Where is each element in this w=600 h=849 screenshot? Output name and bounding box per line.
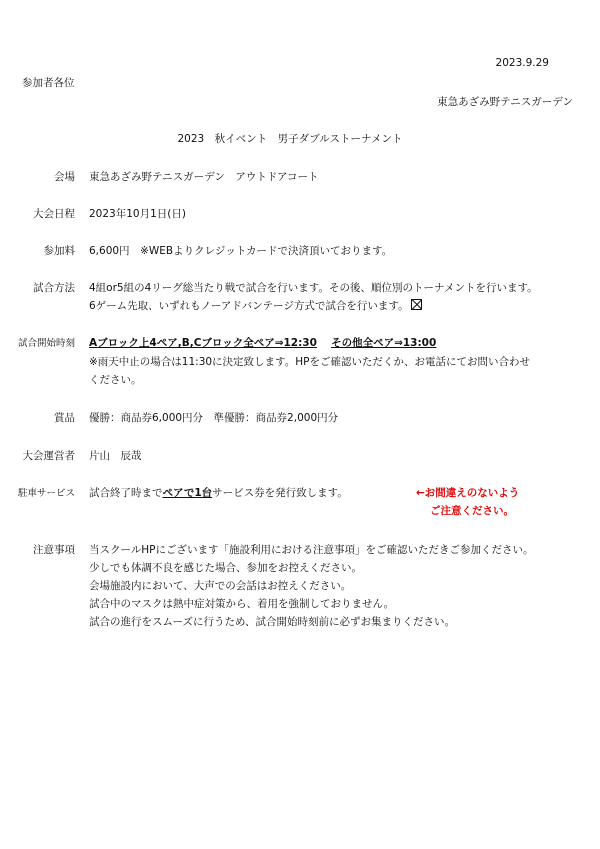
schedule-value: 2023年10月1日(日) bbox=[89, 208, 186, 220]
parking-warning-line-1: ←お間違えのないよう bbox=[416, 487, 520, 499]
organizer-value: 片山 辰哉 bbox=[89, 450, 142, 462]
parking-label: 駐車サービス bbox=[17, 488, 75, 499]
start-time-part-2: その他全ペア⇒13:00 bbox=[331, 337, 437, 349]
rain-note-line-2: ください。 bbox=[89, 374, 142, 386]
parking-value bbox=[89, 486, 348, 501]
fee-label: 参加料 bbox=[43, 245, 75, 257]
parking-text-pre: 試合終了時まで bbox=[89, 487, 163, 499]
start-time-part-1: Aブロック上4ペア,B,Cブロック全ペア⇒12:30 bbox=[89, 337, 317, 349]
addressee: 参加者各位 bbox=[22, 77, 75, 89]
prize-value: 優勝：商品券6,000円分 準優勝：商品券2,000円分 bbox=[89, 412, 339, 424]
format-line-2 bbox=[89, 299, 422, 314]
format-line-1: 4組or5組の4リーグ総当たり戦で試合を行います。その後、順位別のトーナメントを行います。 bbox=[89, 282, 538, 294]
start-time-value bbox=[89, 336, 436, 351]
notes-line-5: 試合の進行をスムーズに行うため、試合開始時刻前に必ずお集まりください。 bbox=[89, 616, 456, 628]
start-time-label: 試合開始時刻 bbox=[17, 338, 75, 349]
checkbox-x-icon bbox=[411, 299, 422, 310]
notes-line-3: 会場施設内において、大声での会話はお控えください。 bbox=[89, 580, 352, 592]
venue-value: 東急あざみ野テニスガーデン アウトドアコート bbox=[89, 171, 319, 183]
notes-line-1: 当スクールHPにございます「施設利用における注意事項」をご確認いただきご参加ください。 bbox=[89, 544, 534, 556]
notes-label: 注意事項 bbox=[33, 544, 75, 556]
format-line-2-text: 6ゲーム先取、いずれもノーアドバンテージ方式で試合を行います。 bbox=[89, 300, 409, 312]
fee-value: 6,600円 ※WEBよりクレジットカードで決済頂いております。 bbox=[89, 245, 393, 257]
schedule-label: 大会日程 bbox=[33, 208, 75, 220]
sender: 東急あざみ野テニスガーデン bbox=[437, 96, 573, 108]
prize-label: 賞品 bbox=[54, 412, 75, 424]
parking-text-post: サービス券を発行致します。 bbox=[212, 487, 348, 499]
notes-line-4: 試合中のマスクは熱中症対策から、着用を強制しておりません。 bbox=[89, 598, 395, 610]
parking-warning-line-2: ご注意ください。 bbox=[430, 505, 514, 517]
document-title: 2023 秋イベント 男子ダブルストーナメント bbox=[177, 133, 403, 145]
format-label: 試合方法 bbox=[33, 282, 75, 294]
parking-text-bold: ペアで1台 bbox=[162, 487, 213, 499]
notes-line-2: 少しでも体調不良を感じた場合、参加をお控えください。 bbox=[89, 562, 362, 574]
document-date: 2023.9.29 bbox=[495, 57, 549, 69]
venue-label: 会場 bbox=[54, 171, 75, 183]
organizer-label: 大会運営者 bbox=[22, 450, 75, 462]
rain-note-line-1: ※雨天中止の場合は11:30に決定致します。HPをご確認いただくか、お電話にてお問い合わせ bbox=[89, 356, 530, 368]
